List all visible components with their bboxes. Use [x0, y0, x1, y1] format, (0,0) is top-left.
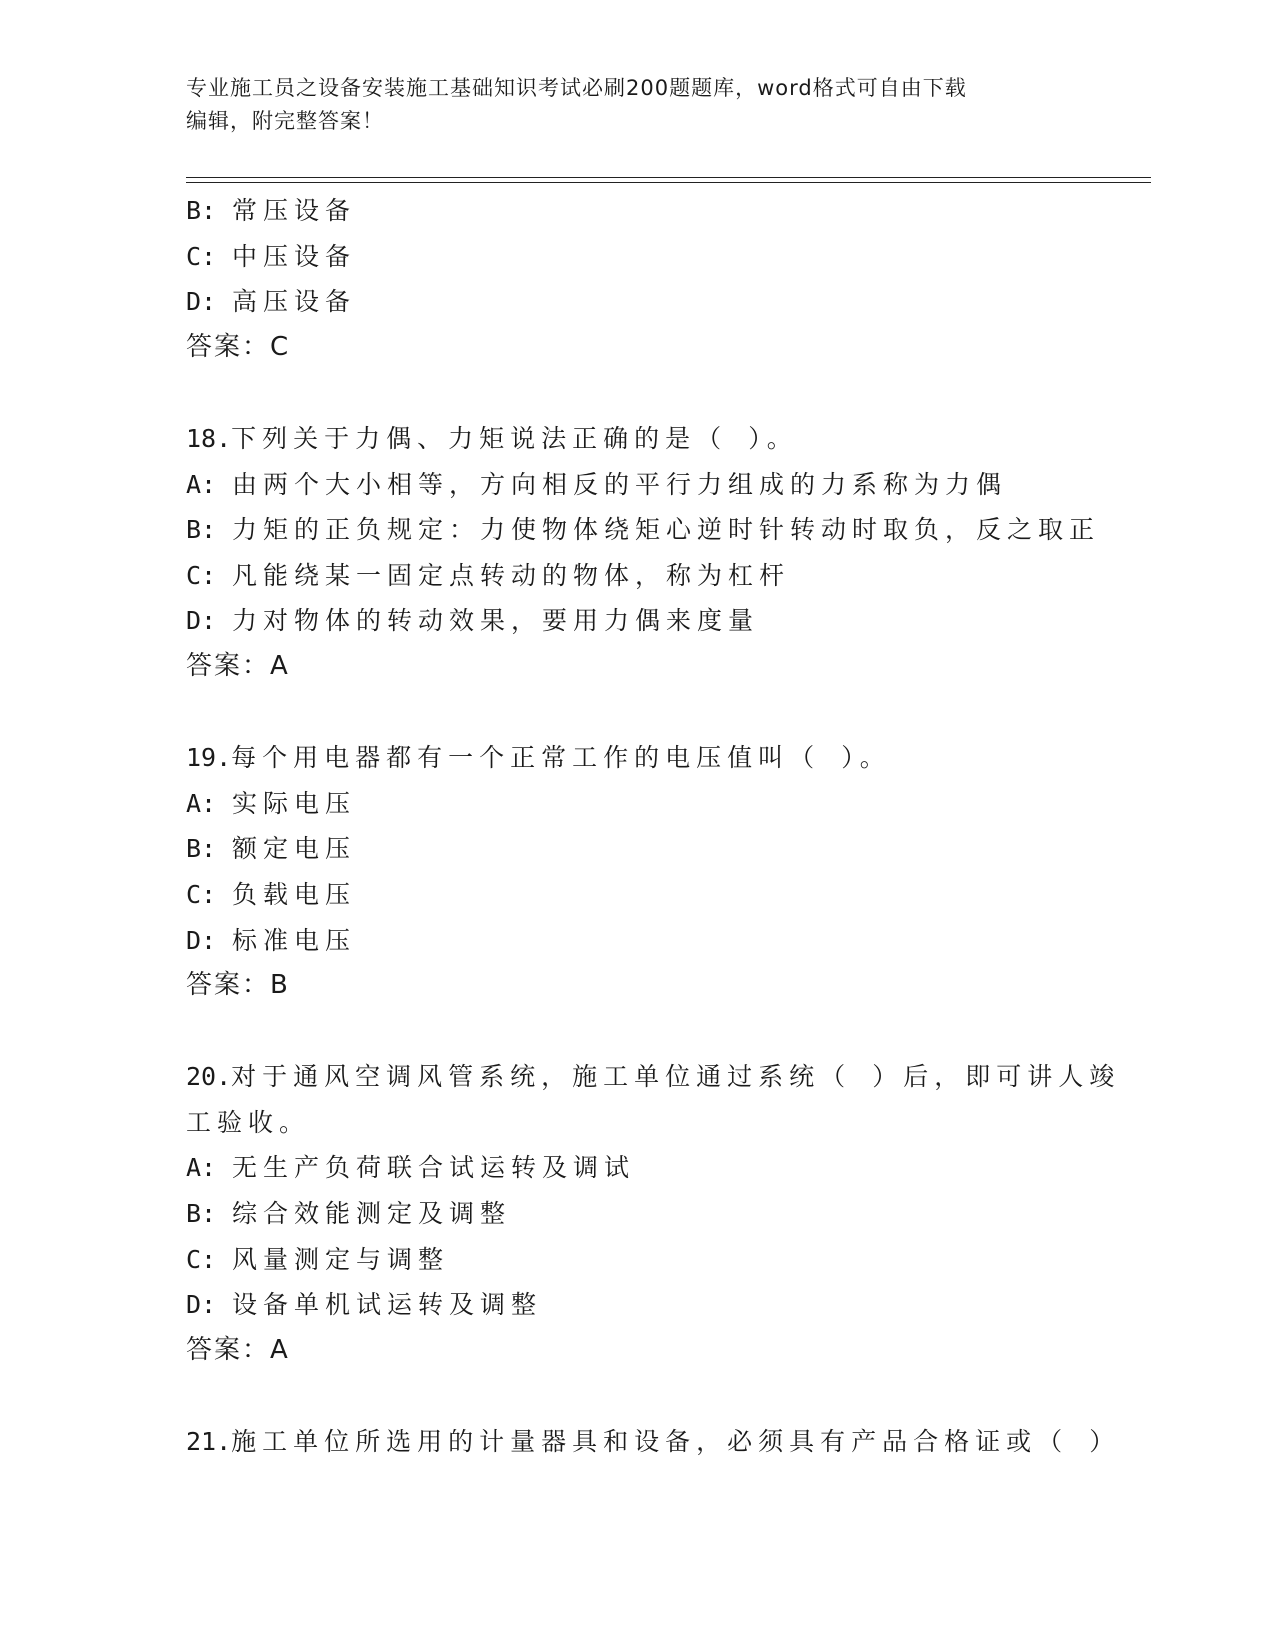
question-list [186, 188, 1151, 1465]
question-stem-continued: 工验收。 [186, 1107, 311, 1137]
header-rule-bottom [186, 182, 1151, 183]
question-stem: 18.下列关于力偶、力矩说法正确的是（ ）。 [186, 423, 798, 453]
header-line-1: 专业施工员之设备安装施工基础知识考试必刷200题题库，word格式可自由下载 [186, 76, 967, 100]
document-header [186, 72, 1066, 138]
question-18 [186, 416, 1151, 690]
question-20 [186, 1054, 1151, 1373]
question-19 [186, 735, 1151, 1009]
option-d: D: 标准电压 [186, 925, 357, 955]
option-b: B: 常压设备 [186, 196, 357, 225]
header-line-2: 编辑，附完整答案！ [186, 109, 384, 133]
answer-line: 答案：C [186, 331, 291, 362]
option-a: A: 由两个大小相等，方向相反的平行力组成的力系称为力偶 [186, 469, 1008, 499]
answer-line: 答案：A [186, 1334, 290, 1365]
option-a: A: 无生产负荷联合试运转及调试 [186, 1153, 636, 1183]
continued-question [186, 188, 1151, 370]
answer-line: 答案：A [186, 650, 290, 681]
option-b: B: 力矩的正负规定：力使物体绕矩心逆时针转动时取负，反之取正 [186, 515, 1101, 545]
question-stem: 19.每个用电器都有一个正常工作的电压值叫（ ）。 [186, 743, 891, 773]
option-d: D: 力对物体的转动效果，要用力偶来度量 [186, 606, 760, 636]
option-b: B: 综合效能测定及调整 [186, 1199, 512, 1229]
question-stem: 21.施工单位所选用的计量器具和设备，必须具有产品合格证或（ ） [186, 1427, 1121, 1457]
option-c: C: 凡能绕某一固定点转动的物体，称为杠杆 [186, 560, 791, 590]
option-c: C: 中压设备 [186, 241, 357, 271]
option-d: D: 高压设备 [186, 287, 357, 317]
option-d: D: 设备单机试运转及调整 [186, 1290, 543, 1320]
option-c: C: 负载电压 [186, 879, 357, 909]
header-rule-top [186, 177, 1151, 178]
answer-line: 答案：B [186, 970, 290, 1001]
option-c: C: 风量测定与调整 [186, 1244, 450, 1274]
question-21 [186, 1419, 1151, 1465]
option-b: B: 额定电压 [186, 834, 357, 864]
question-stem: 20.对于通风空调风管系统，施工单位通过系统（ ）后，即可讲人竣 [186, 1062, 1121, 1092]
option-a: A: 实际电压 [186, 788, 357, 818]
